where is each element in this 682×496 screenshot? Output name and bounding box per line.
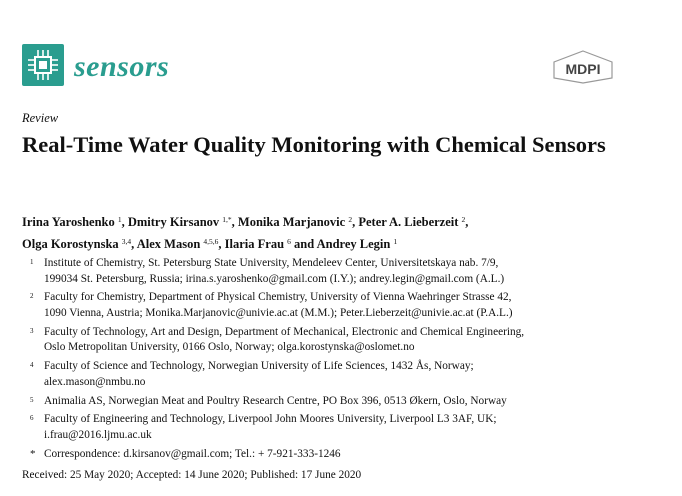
author: Monika Marjanovic $^2$, <box>237 215 359 229</box>
journal-header <box>22 44 642 94</box>
paper-title: Real-Time Water Quality Monitoring with Chemical Sensors <box>22 132 606 157</box>
affiliation: 2 Faculty for Chemistry, Department of Physical Chemistry, University of Vienna Waehringer Strasse 42, 1090 Vienna, Austria; Monika.Marjanovic@univie.ac.at (M.M.); Peter.Lieberzeit@univie.ac.at (P.A.L.) <box>30 291 513 319</box>
article-type: Review <box>22 111 59 125</box>
affiliation: 4 Faculty of Science and Technology, Norwegian University of Life Sciences, 1432 Ås, Norway; alex.mason@nmbu.no <box>30 360 474 388</box>
affiliation: 3 Faculty of Technology, Art and Design, Department of Mechanical, Electronic and Chemical Engineering, Oslo Metropolitan University, 0166 Oslo, Norway; olga.korostynska@oslomet.no <box>30 325 525 354</box>
author: Peter A. Lieberzeit $^2$, <box>358 215 469 229</box>
author: Irina Yaroshenko $^1$, <box>22 215 128 229</box>
correspondence: * Correspondence: d.kirsanov@gmail.com; Tel.: + 7-921-333-1246 <box>30 447 341 460</box>
publication-dates: Received: 25 May 2020; Accepted: 14 June 2020; Published: 17 June 2020 <box>22 469 362 481</box>
affiliation: 5 Animalia AS, Norwegian Meat and Poultry Research Centre, PO Box 396, 0513 Økern, Oslo, Norway <box>30 394 507 407</box>
author: Olga Korostynska $^{3,4}$, <box>22 237 137 251</box>
affiliation-list <box>30 256 670 465</box>
affiliation: 6 Faculty of Engineering and Technology, Liverpool John Moores University, Liverpool L3 3AF, UK; i.frau@2016.ljmu.ac.uk <box>30 413 497 441</box>
sensors-chip-icon <box>22 44 64 86</box>
publisher-name: MDPI <box>565 61 601 77</box>
author: Alex Mason $^{4,5,6}$, <box>136 237 225 251</box>
mdpi-logo <box>552 50 614 84</box>
author: Ilaria Frau $^6$ and <box>224 237 317 251</box>
author: Andrey Legin $^1$ <box>316 237 398 251</box>
author: Dmitry Kirsanov $^{1,*}$, <box>127 215 238 229</box>
affiliation: 1 Institute of Chemistry, St. Petersburg State University, Mendeleev Center, Universitetskaya nab. 7/9, 199034 St. Petersburg, Russia; irina.s.yaroshenko@gmail.com (I.Y.); andrey.legin@gmail.com (A.L.) <box>30 257 505 285</box>
author-list <box>22 210 662 254</box>
journal-name: sensors <box>74 50 170 83</box>
